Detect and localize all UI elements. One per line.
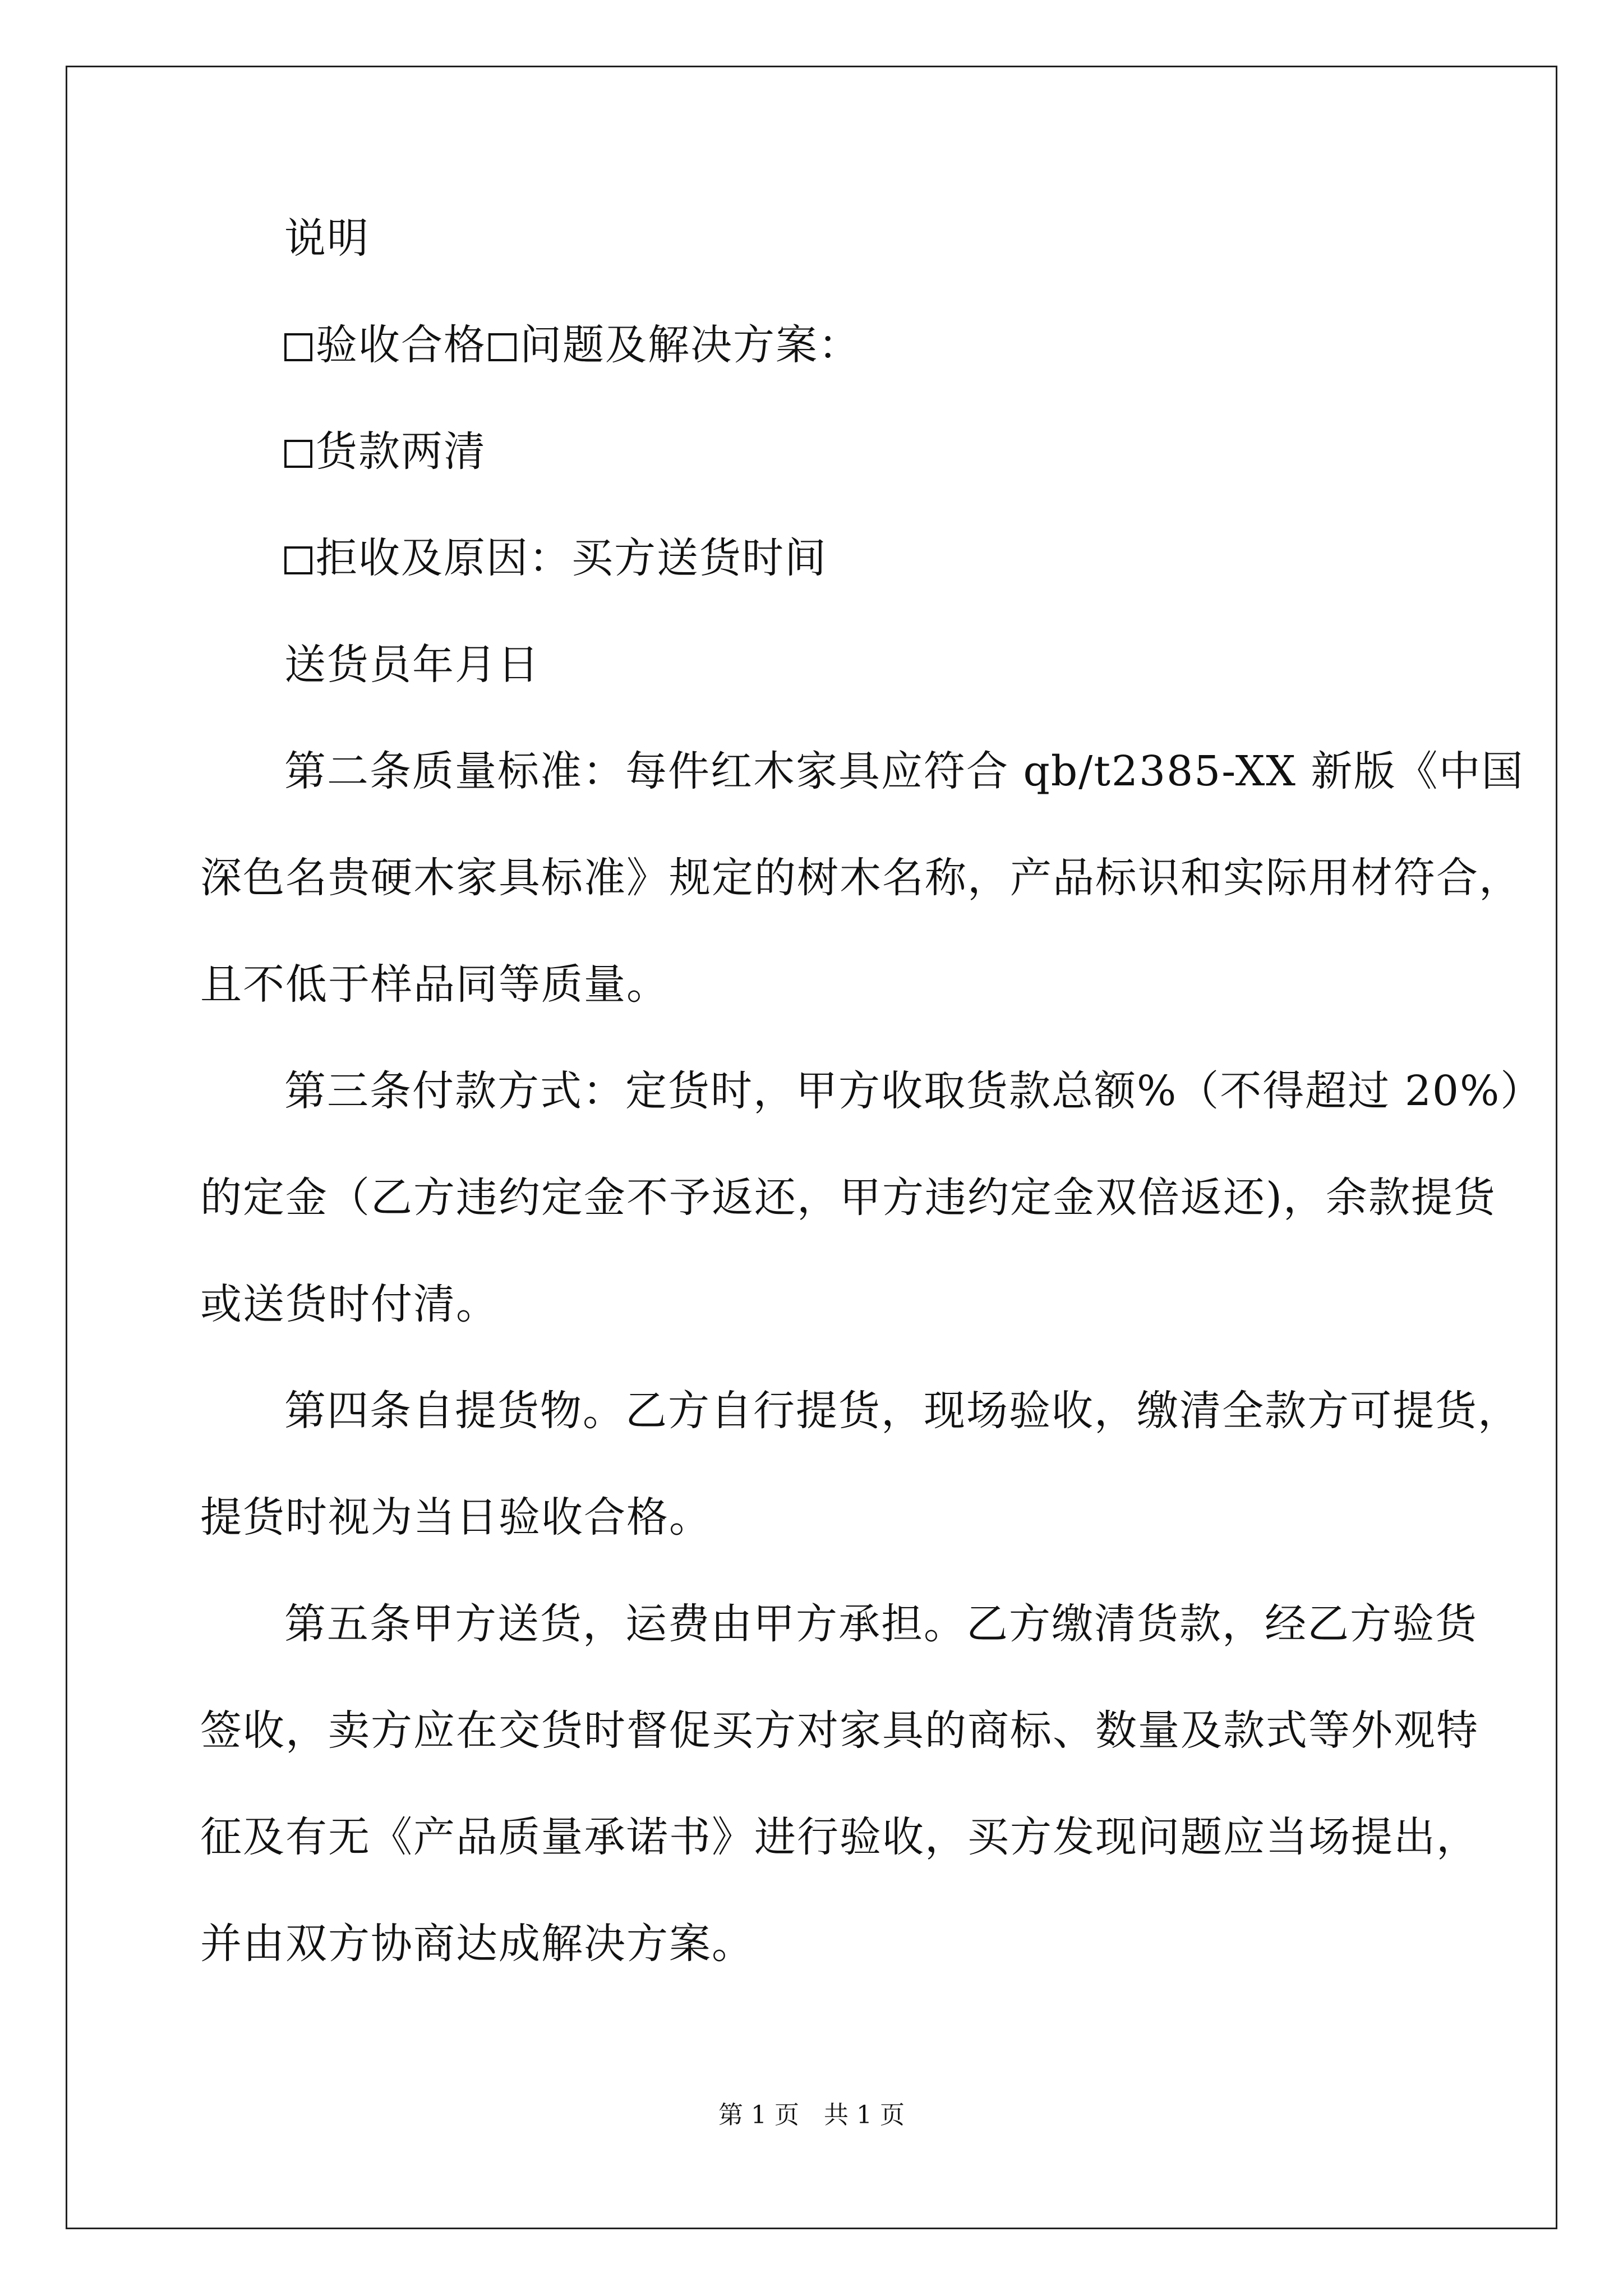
clause-3-line-3: 或送货时付清。 [200, 1280, 499, 1328]
checklist-item-rejection [284, 533, 827, 583]
clause-2-line-1: 第二条质量标准：每件红木家具应符合 qb/t2385-XX 新版《中国 [284, 747, 1524, 795]
page-number-footer: 第 1 页 共 1 页 [718, 2101, 905, 2129]
checkbox-label-payment: 货款两清 [316, 427, 486, 476]
checklist-item-payment [284, 426, 486, 477]
checkbox-label-accepted: 验收合格 [316, 321, 486, 369]
page-border [66, 66, 1557, 2229]
clause-2-line-2: 深色名贵硬木家具标准》规定的树木名称，产品标识和实际用材符合， [200, 854, 1521, 902]
checkbox-accepted[interactable] [284, 333, 312, 361]
clause-5-line-3: 征及有无《产品质量承诺书》进行验收，买方发现问题应当场提出， [200, 1813, 1479, 1861]
clause-5-line-2: 签收，卖方应在交货时督促买方对家具的商标、数量及款式等外观特 [200, 1706, 1479, 1755]
checklist-item-acceptance [284, 320, 861, 370]
clause-3-line-2: 的定金（乙方违约定金不予返还，甲方违约定金双倍返还)，余款提货 [200, 1174, 1496, 1222]
checkbox-issues[interactable] [488, 333, 517, 361]
clause-5-line-1: 第五条甲方送货，运费由甲方承担。乙方缴清货款，经乙方验货 [284, 1600, 1478, 1648]
clause-2-line-3: 且不低于样品同等质量。 [200, 960, 669, 1009]
clause-4-line-2: 提货时视为当日验收合格。 [200, 1493, 712, 1542]
clause-5-line-4: 并由双方协商达成解决方案。 [200, 1920, 754, 1968]
checkbox-rejected[interactable] [284, 546, 312, 574]
clause-3-line-1: 第三条付款方式：定货时，甲方收取货款总额%（不得超过 20%） [284, 1067, 1543, 1115]
checkbox-label-rejection: 拒收及原因：买方送货时间 [316, 534, 827, 582]
signature-line: 送货员年月日 [284, 641, 540, 689]
clause-4-line-1: 第四条自提货物。乙方自行提货，现场验收，缴清全款方可提货， [284, 1387, 1520, 1435]
section-title: 说明 [284, 214, 370, 263]
checkbox-payment-settled[interactable] [284, 440, 312, 468]
checkbox-label-issues: 问题及解决方案： [520, 321, 861, 369]
